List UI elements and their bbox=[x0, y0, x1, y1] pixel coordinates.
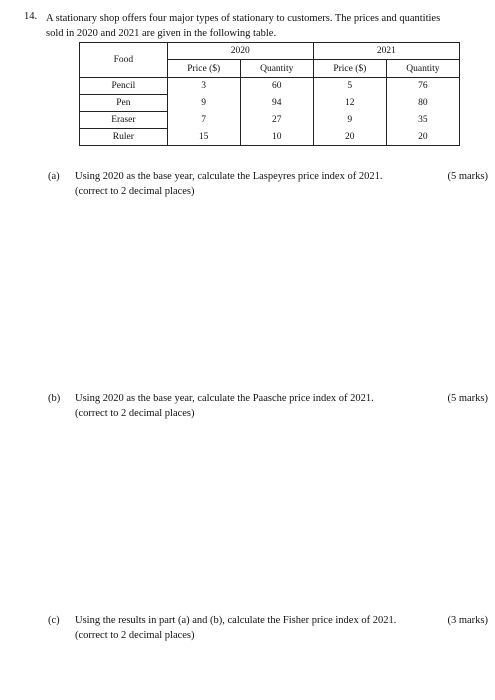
row-price-2020: 15 bbox=[167, 129, 240, 146]
part-a-label: (a) bbox=[48, 171, 60, 182]
row-quantity-2020: 60 bbox=[240, 78, 313, 95]
row-quantity-2021: 76 bbox=[386, 78, 459, 95]
part-b-label: (b) bbox=[48, 393, 61, 404]
header-year-2020: 2020 bbox=[167, 43, 313, 60]
header-quantity-2021: Quantity bbox=[386, 60, 459, 78]
row-price-2021: 20 bbox=[313, 129, 386, 146]
table-row bbox=[80, 112, 460, 129]
row-price-2020: 3 bbox=[167, 78, 240, 95]
part-b-text bbox=[75, 391, 415, 421]
table-row bbox=[80, 78, 460, 95]
row-item: Pen bbox=[80, 95, 168, 112]
part-b-line-1: Using 2020 as the base year, calculate the Paasche price index of 2021. bbox=[75, 393, 374, 404]
row-quantity-2021: 20 bbox=[386, 129, 459, 146]
row-price-2020: 7 bbox=[167, 112, 240, 129]
part-c-marks: (3 marks) bbox=[447, 615, 488, 626]
row-price-2020: 9 bbox=[167, 95, 240, 112]
header-price-2021: Price ($) bbox=[313, 60, 386, 78]
intro-line-1: A stationary shop offers four major types of stationary to customers. The prices and quantities bbox=[46, 13, 441, 24]
part-b-line-2: (correct to 2 decimal places) bbox=[75, 408, 195, 419]
row-quantity-2021: 80 bbox=[386, 95, 459, 112]
row-price-2021: 12 bbox=[313, 95, 386, 112]
part-a-marks: (5 marks) bbox=[447, 171, 488, 182]
part-a-line-1: Using 2020 as the base year, calculate the Laspeyres price index of 2021. bbox=[75, 171, 383, 182]
table-row bbox=[80, 95, 460, 112]
row-quantity-2020: 10 bbox=[240, 129, 313, 146]
part-c-label: (c) bbox=[48, 615, 60, 626]
row-quantity-2020: 27 bbox=[240, 112, 313, 129]
part-c-line-1: Using the results in part (a) and (b), calculate the Fisher price index of 2021. bbox=[75, 615, 397, 626]
header-quantity-2020: Quantity bbox=[240, 60, 313, 78]
row-item: Ruler bbox=[80, 129, 168, 146]
row-price-2021: 9 bbox=[313, 112, 386, 129]
row-quantity-2020: 94 bbox=[240, 95, 313, 112]
question-intro bbox=[46, 11, 486, 41]
part-c bbox=[48, 613, 488, 645]
part-a-line-2: (correct to 2 decimal places) bbox=[75, 186, 195, 197]
question-number: 14. bbox=[24, 11, 38, 22]
header-price-2020: Price ($) bbox=[167, 60, 240, 78]
price-quantity-table bbox=[79, 42, 460, 146]
part-b bbox=[48, 391, 488, 423]
header-food: Food bbox=[80, 43, 168, 78]
part-c-text bbox=[75, 613, 415, 643]
intro-line-2: sold in 2020 and 2021 are given in the following table. bbox=[46, 28, 277, 39]
part-b-marks: (5 marks) bbox=[447, 393, 488, 404]
table-row bbox=[80, 129, 460, 146]
row-price-2021: 5 bbox=[313, 78, 386, 95]
row-item: Eraser bbox=[80, 112, 168, 129]
row-quantity-2021: 35 bbox=[386, 112, 459, 129]
part-a bbox=[48, 169, 488, 201]
part-c-line-2: (correct to 2 decimal places) bbox=[75, 630, 195, 641]
header-year-2021: 2021 bbox=[313, 43, 459, 60]
row-item: Pencil bbox=[80, 78, 168, 95]
part-a-text bbox=[75, 169, 415, 199]
